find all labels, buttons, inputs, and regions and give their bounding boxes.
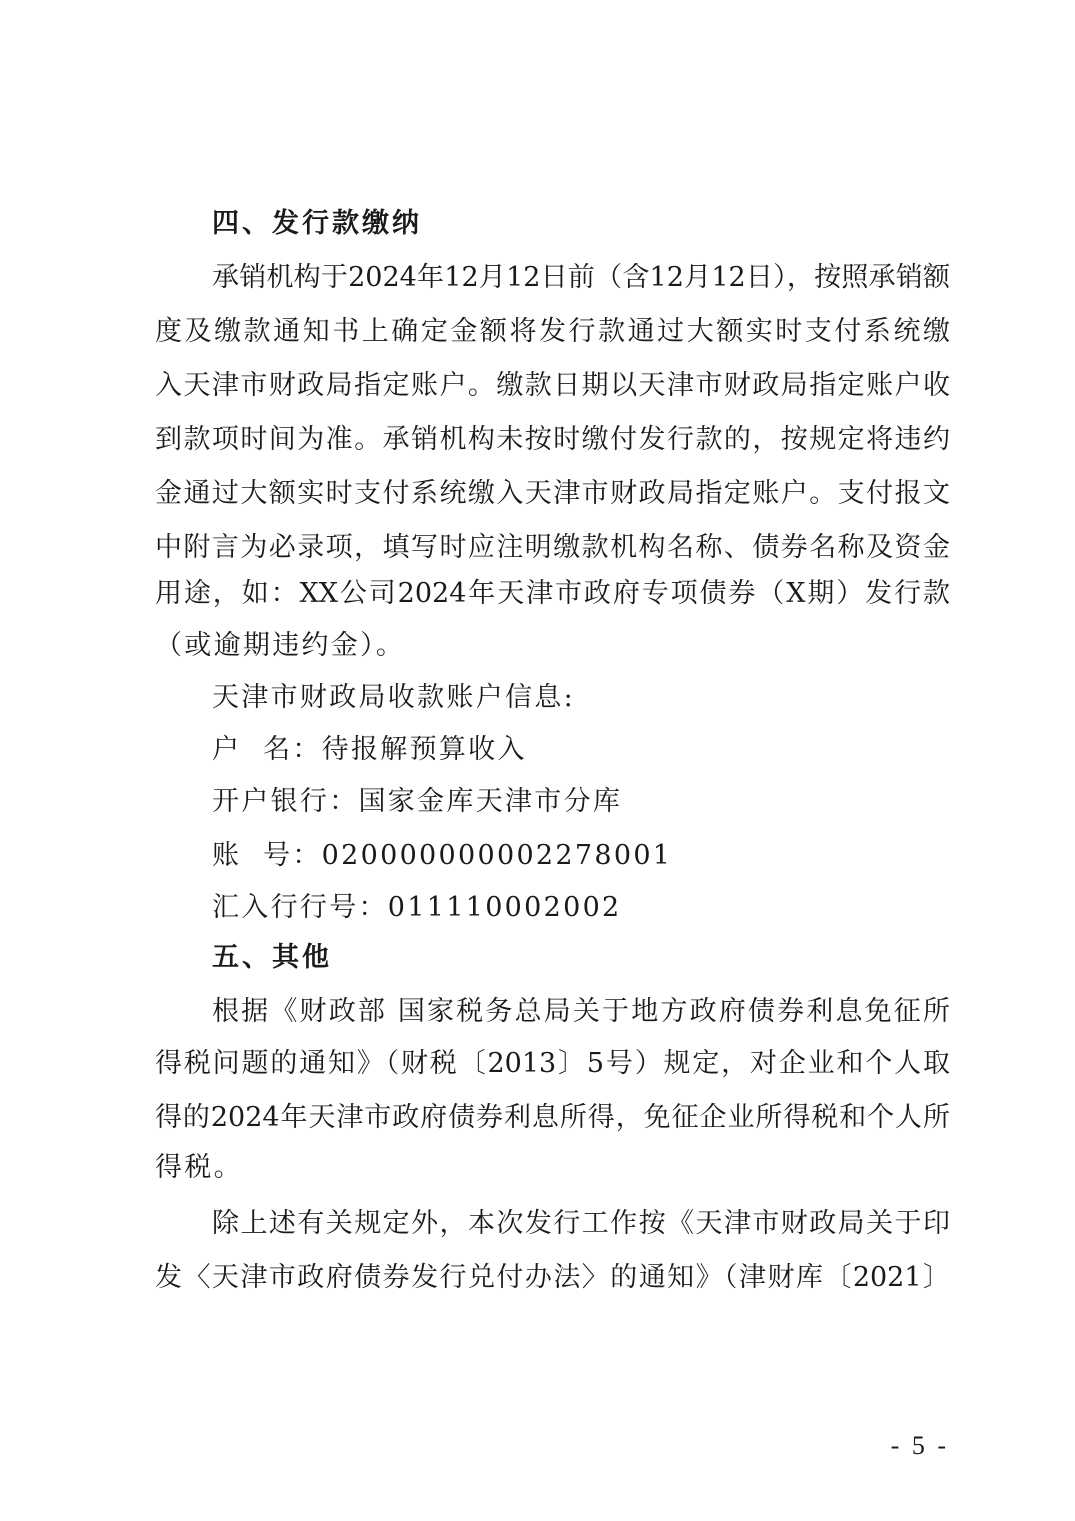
paragraph-line: 度及缴款通知书上确定金额将发行款通过大额实时支付系统缴 xyxy=(155,316,950,347)
paragraph-line: 到款项时间为准。承销机构未按时缴付发行款的，按规定将违约 xyxy=(155,424,950,455)
paragraph-line: 得的2024年天津市政府债券利息所得，免征企业所得税和个人所 xyxy=(155,1102,950,1133)
paragraph-line: 中附言为必录项，填写时应注明缴款机构名称、债券名称及资金 xyxy=(155,532,950,563)
section-5-heading: 五、其他 xyxy=(212,942,332,973)
paragraph-line: 金通过大额实时支付系统缴入天津市财政局指定账户。支付报文 xyxy=(155,478,950,509)
paragraph-line: 根据《财政部 国家税务总局关于地方政府债券利息免征所 xyxy=(212,996,950,1027)
paragraph-line: 用途，如：XX公司2024年天津市政府专项债券（X期）发行款 xyxy=(155,578,950,609)
paragraph-line: 发〈天津市政府债券发行兑付办法〉的通知》（津财库〔2021〕 xyxy=(155,1262,950,1293)
account-name: 户 名：待报解预算收入 xyxy=(212,734,527,765)
paragraph-line: 承销机构于2024年12月12日前（含12月12日），按照承销额 xyxy=(212,262,950,293)
paragraph-line: （或逾期违约金）。 xyxy=(155,630,406,661)
account-number: 账 号：020000000002278001 xyxy=(212,840,673,871)
page-number: - 5 - xyxy=(890,1431,949,1460)
paragraph-line: 得税问题的通知》（财税〔2013〕5号）规定，对企业和个人取 xyxy=(155,1048,950,1079)
paragraph-line: 除上述有关规定外，本次发行工作按《天津市财政局关于印 xyxy=(212,1208,950,1239)
account-info-title: 天津市财政局收款账户信息: xyxy=(212,682,575,713)
section-4-heading: 四、发行款缴纳 xyxy=(212,208,422,239)
paragraph-line: 入天津市财政局指定账户。缴款日期以天津市财政局指定账户收 xyxy=(155,370,950,401)
bank-code: 汇入行行号：011110002002 xyxy=(212,892,622,923)
paragraph-line: 得税。 xyxy=(155,1152,243,1183)
account-bank: 开户银行：国家金库天津市分库 xyxy=(212,786,623,817)
